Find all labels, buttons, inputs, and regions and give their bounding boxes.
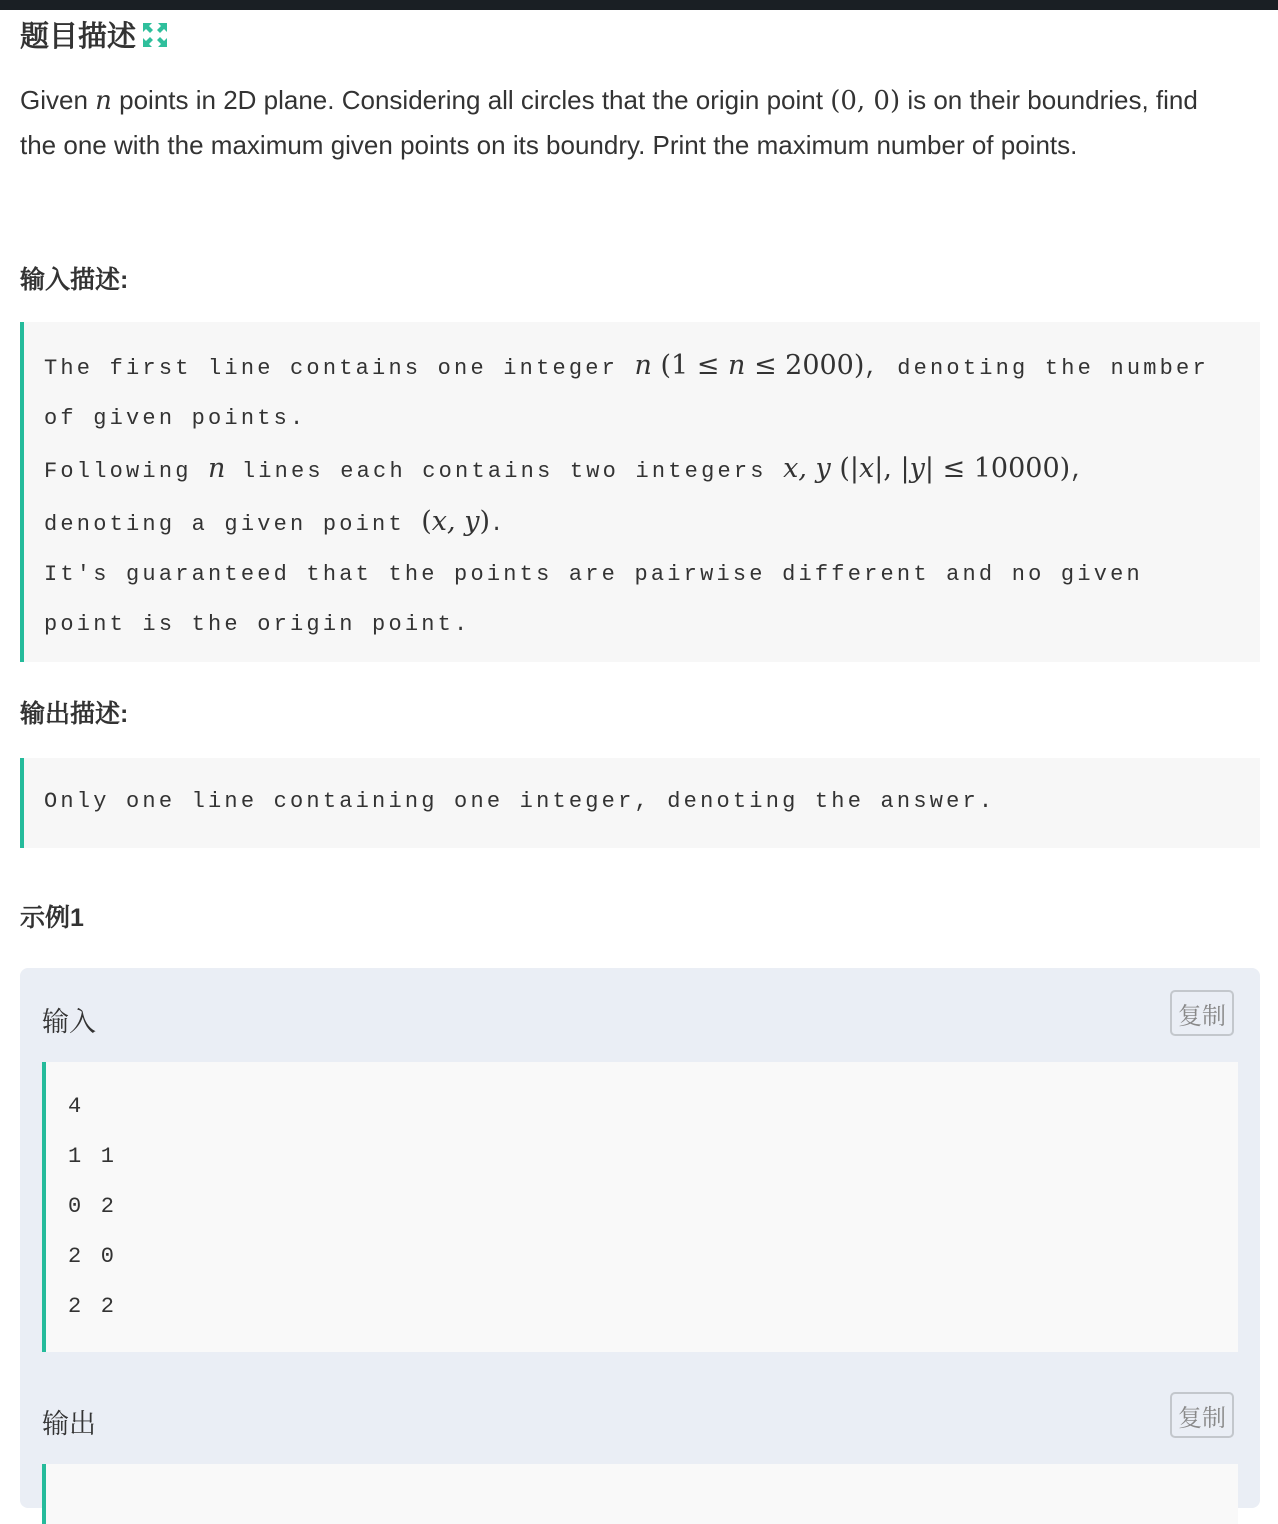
text-segment: The first line contains one integer — [44, 356, 635, 381]
text-segment: n — [208, 453, 226, 484]
expand-icon[interactable] — [142, 22, 168, 48]
text-segment: ( — [421, 506, 432, 537]
example-output-label: 输出 — [42, 1409, 96, 1439]
text-segment: 4 — [68, 1094, 85, 1119]
text-segment: n — [727, 350, 746, 381]
text-segment: ≤ 2000) — [745, 350, 865, 381]
text-segment: (| — [830, 453, 859, 484]
text-segment: (0, 0) — [830, 86, 901, 116]
example-input-code[interactable] — [42, 1062, 1238, 1352]
text-segment: 1 1 — [68, 1144, 118, 1169]
text-segment: , — [1070, 459, 1087, 484]
text-segment: | ≤ 10000) — [924, 453, 1071, 484]
text-segment: of given points. — [44, 406, 307, 431]
example-box — [20, 968, 1260, 1508]
problem-description — [20, 78, 1240, 167]
text-segment: 2 2 — [68, 1294, 118, 1319]
copy-input-button[interactable]: 复制 — [1170, 990, 1234, 1036]
text-segment: is on their boundries, find the one with the maximum given points on its boundry. Print the maximum number of points. — [20, 85, 1198, 160]
page-title — [20, 14, 168, 55]
text-segment: , denoting the number — [864, 356, 1209, 381]
input-description — [20, 322, 1260, 662]
copy-output-button[interactable]: 复制 — [1170, 1392, 1234, 1438]
example-heading: 示例1 — [20, 904, 84, 932]
top-bar — [0, 0, 1278, 10]
text-segment: It's guaranteed that the points are pairwise different and no given — [44, 562, 1143, 587]
text-segment: ) — [479, 506, 490, 537]
text-segment: x, y — [783, 453, 831, 484]
text-segment: . — [490, 512, 507, 537]
text-segment: 2 0 — [68, 1244, 118, 1269]
text-segment: x, y — [431, 506, 480, 537]
text-segment: Only one line containing one integer, denoting the answer. — [44, 789, 996, 814]
text-segment: n — [634, 350, 652, 381]
text-segment: (1 ≤ — [651, 350, 728, 381]
text-segment: Following — [44, 459, 209, 484]
text-segment — [44, 444, 1240, 497]
example-output-code[interactable] — [42, 1464, 1238, 1524]
text-segment: point is the origin point. — [44, 612, 471, 637]
text-segment: y — [909, 453, 925, 484]
text-segment: n — [95, 86, 112, 116]
title-text: 题目描述 — [20, 21, 137, 53]
text-segment — [44, 341, 1240, 394]
output-description — [20, 758, 1260, 848]
output-heading: 输出描述: — [20, 700, 129, 728]
text-segment: |, | — [874, 453, 910, 484]
text-segment: lines each contains two integers — [225, 459, 784, 484]
text-segment: 0 2 — [68, 1194, 118, 1219]
text-segment — [44, 497, 1240, 550]
text-segment: Given — [20, 85, 96, 115]
text-segment: points in 2D plane. Considering all circles that the origin point — [111, 85, 831, 115]
example-input-label: 输入 — [42, 1007, 96, 1037]
input-heading: 输入描述: — [20, 266, 129, 294]
text-segment: x — [858, 453, 875, 484]
text-segment: denoting a given point — [44, 512, 422, 537]
